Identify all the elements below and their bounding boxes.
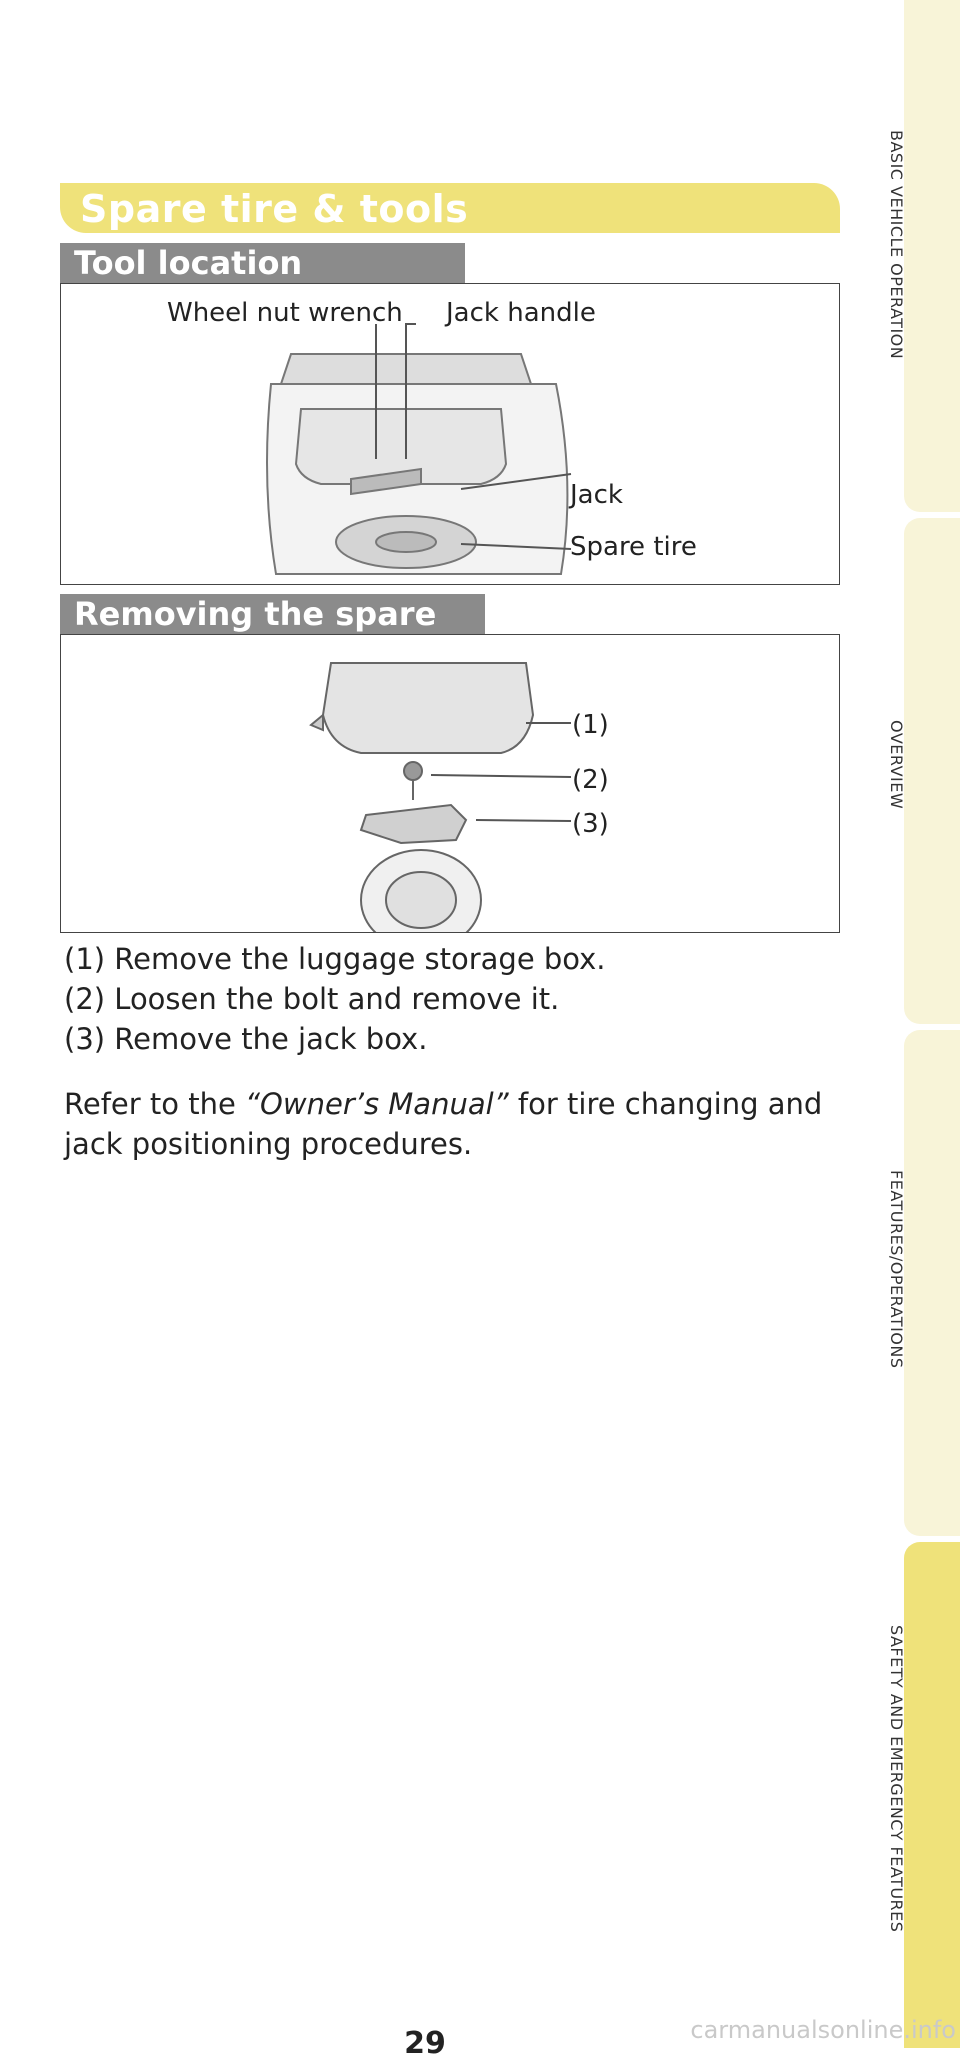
trunk-illustration <box>61 284 839 584</box>
step-2: (2) Loosen the bolt and remove it. <box>64 982 560 1016</box>
owners-manual-note <box>64 1084 844 1164</box>
page-title: Spare tire & tools <box>80 187 469 231</box>
note-suffix: for tire changing and jack positioning procedures. <box>64 1087 823 1161</box>
step-3: (3) Remove the jack box. <box>64 1022 428 1056</box>
section-heading-removing-spare-tire: Removing the spare <box>60 594 485 634</box>
label-jack-handle: Jack handle <box>446 298 596 328</box>
side-tab-features-operations[interactable] <box>904 1030 960 1536</box>
tool-location-figure <box>60 283 840 585</box>
side-tab-label-basic-vehicle-operation: BASIC VEHICLE OPERATION <box>887 130 906 360</box>
side-tab-safety-emergency[interactable] <box>904 1542 960 2048</box>
section-heading-tool-location: Tool location <box>60 243 465 283</box>
note-prefix: Refer to the <box>64 1087 246 1121</box>
step-1: (1) Remove the luggage storage box. <box>64 942 606 976</box>
page-title-bar <box>60 183 840 233</box>
side-tab-overview[interactable] <box>904 518 960 1024</box>
owners-manual-reference: “Owner’s Manual” <box>245 1087 509 1121</box>
side-tab-label-overview: OVERVIEW <box>887 720 906 810</box>
label-wheel-nut-wrench: Wheel nut wrench <box>167 298 403 328</box>
label-jack: Jack <box>570 480 623 510</box>
callout-3: (3) <box>572 809 609 839</box>
callout-1: (1) <box>572 710 609 740</box>
side-tab-basic-vehicle-operation[interactable] <box>904 0 960 512</box>
side-tab-label-safety-emergency: SAFETY AND EMERGENCY FEATURES <box>887 1625 906 1933</box>
callout-2: (2) <box>572 765 609 795</box>
watermark: carmanualsonline.info <box>690 2016 956 2044</box>
removal-illustration <box>61 635 839 932</box>
page-number: 29 <box>404 2026 446 2061</box>
label-spare-tire: Spare tire <box>570 532 697 562</box>
removing-spare-tire-figure <box>60 634 840 933</box>
side-tab-label-features-operations: FEATURES/OPERATIONS <box>887 1170 906 1369</box>
